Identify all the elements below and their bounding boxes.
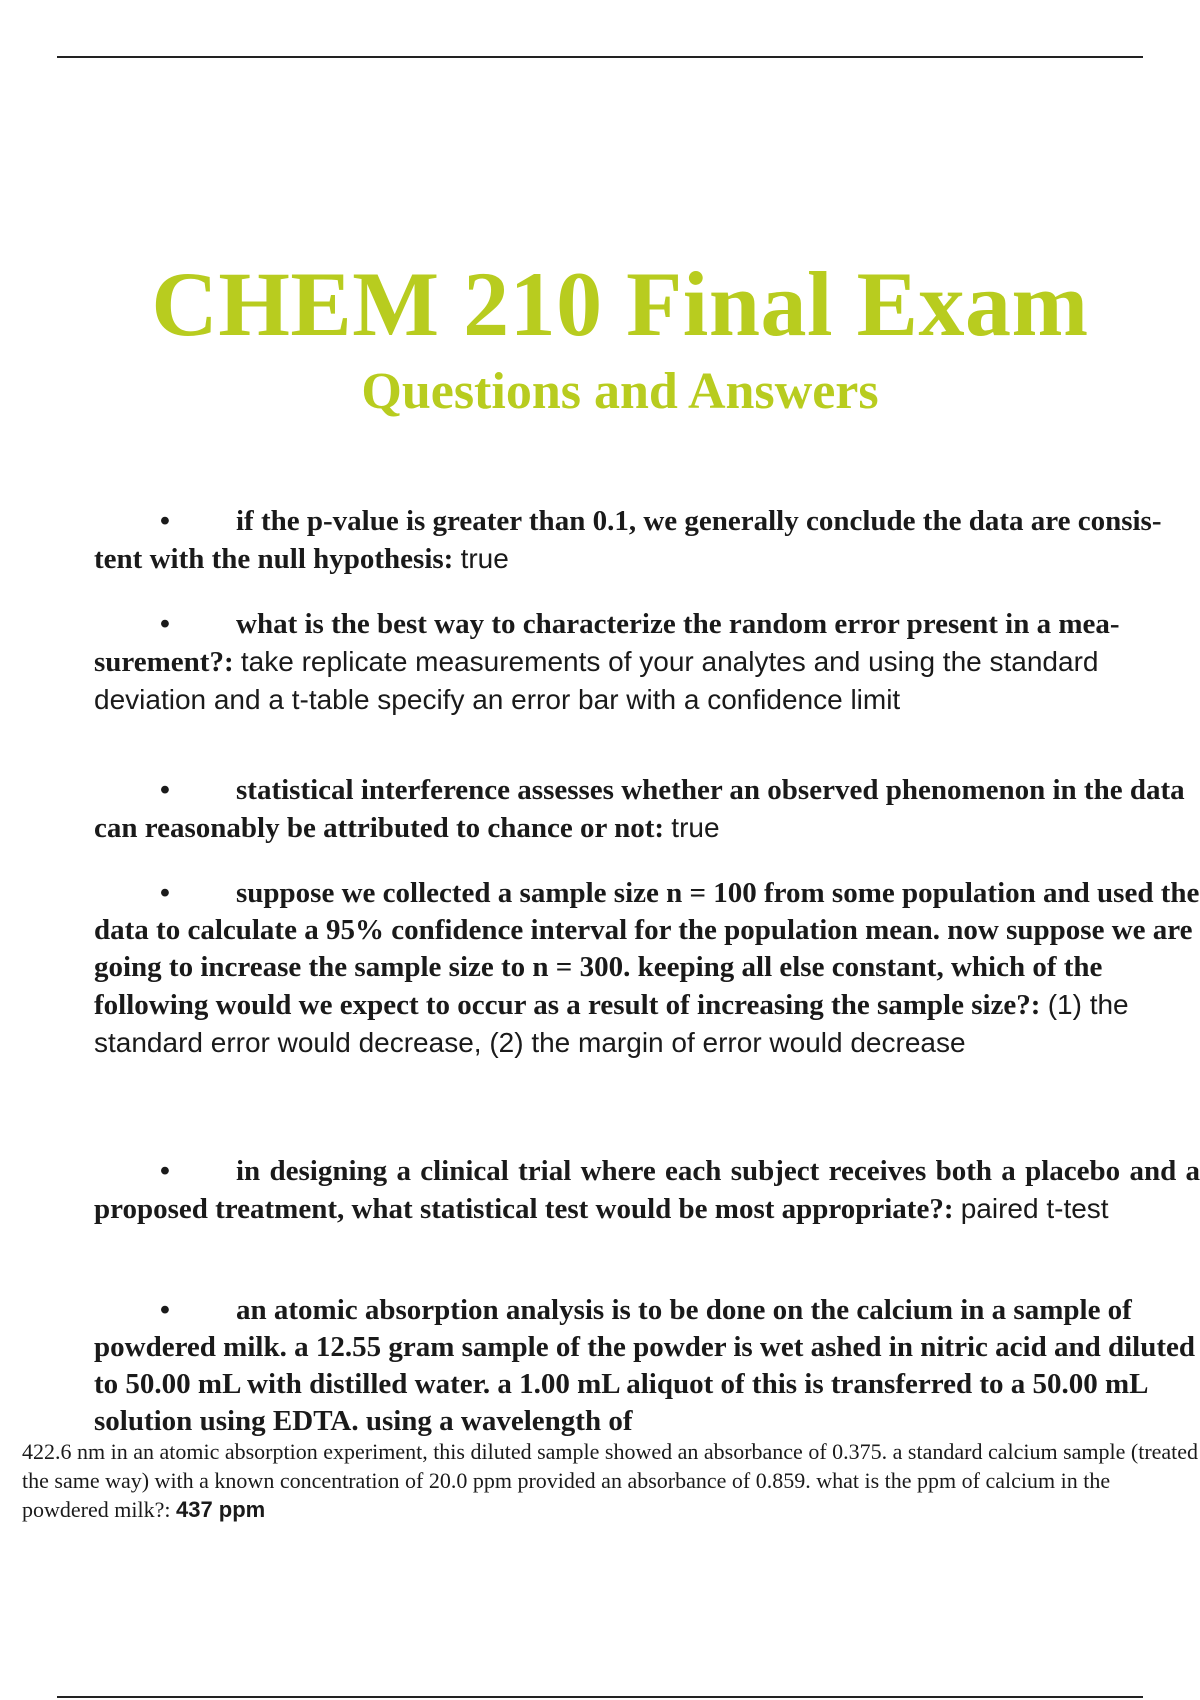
bullet-icon: •	[159, 877, 171, 909]
bottom-rule	[57, 1696, 1143, 1698]
qa-item-3	[94, 772, 1200, 847]
bullet-icon: •	[159, 774, 171, 806]
answer-text: 437 ppm	[175, 1497, 266, 1522]
answer-text: true	[671, 812, 720, 843]
bullet-icon: •	[159, 1155, 171, 1187]
answer-text: true	[460, 543, 509, 574]
question-continued-text: 422.6 nm in an atomic absorption experiment, this diluted sample showed an absorbance of 0.375. a standard calcium sample (treated the same way) with a known concentration of 20.0 ppm provided an absorbance of 0.859. what is the ppm of calcium in the powdered milk?:	[22, 1439, 1199, 1522]
bullet-icon: •	[159, 1294, 171, 1326]
question-text: suppose we collected a sample size n = 100 from some population and used the data to calculate a 95% confidence interval for the population mean. now suppose we are going to increase the sample size to n = 300. keeping all else constant, which of the following would we expect to occur as a result of increasing the sample size?:	[94, 877, 1200, 1021]
answer-text: take replicate measurements of your analytes and using the standard deviation and a t-table specify an error bar with a confidence limit	[94, 646, 1099, 715]
qa-item-6	[94, 1292, 1200, 1440]
top-rule	[57, 56, 1143, 58]
qa-item-1	[94, 503, 1200, 578]
question-text: an atomic absorption analysis is to be done on the calcium in a sample of powdered milk. a 12.55 gram sample of the powder is wet ashed in nitric acid and diluted to 50.00 mL with distilled water. a 1.00 mL aliquot of this is transferred to a 50.00 mL solution using EDTA. using a wavelength of	[94, 1294, 1195, 1437]
question-text: what is the best way to characterize the random error present in a mea- surement?:	[94, 608, 1120, 678]
qa-item-6-continuation	[22, 1437, 1200, 1524]
page-subtitle: Questions and Answers	[361, 363, 879, 420]
page-title: CHEM 210 Final Exam	[151, 253, 1089, 355]
qa-item-5	[94, 1153, 1200, 1228]
bullet-icon: •	[159, 608, 171, 640]
bullet-icon: •	[159, 505, 171, 537]
qa-item-2	[94, 606, 1200, 719]
question-text: in designing a clinical trial where each subject receives both a placebo and a proposed treatment, what statistical test would be most appropriate?:	[94, 1155, 1200, 1225]
question-text: if the p-value is greater than 0.1, we generally conclude the data are consis- tent with the null hypothesis:	[94, 505, 1162, 575]
question-text: statistical interference assesses whether an observed phenomenon in the data can reasonably be attributed to chance or not:	[94, 774, 1185, 844]
answer-text: paired t-test	[960, 1193, 1109, 1224]
answer-text: (1) the standard error would decrease, (2) the margin of error would decrease	[94, 989, 1129, 1058]
qa-item-4	[94, 875, 1200, 1062]
